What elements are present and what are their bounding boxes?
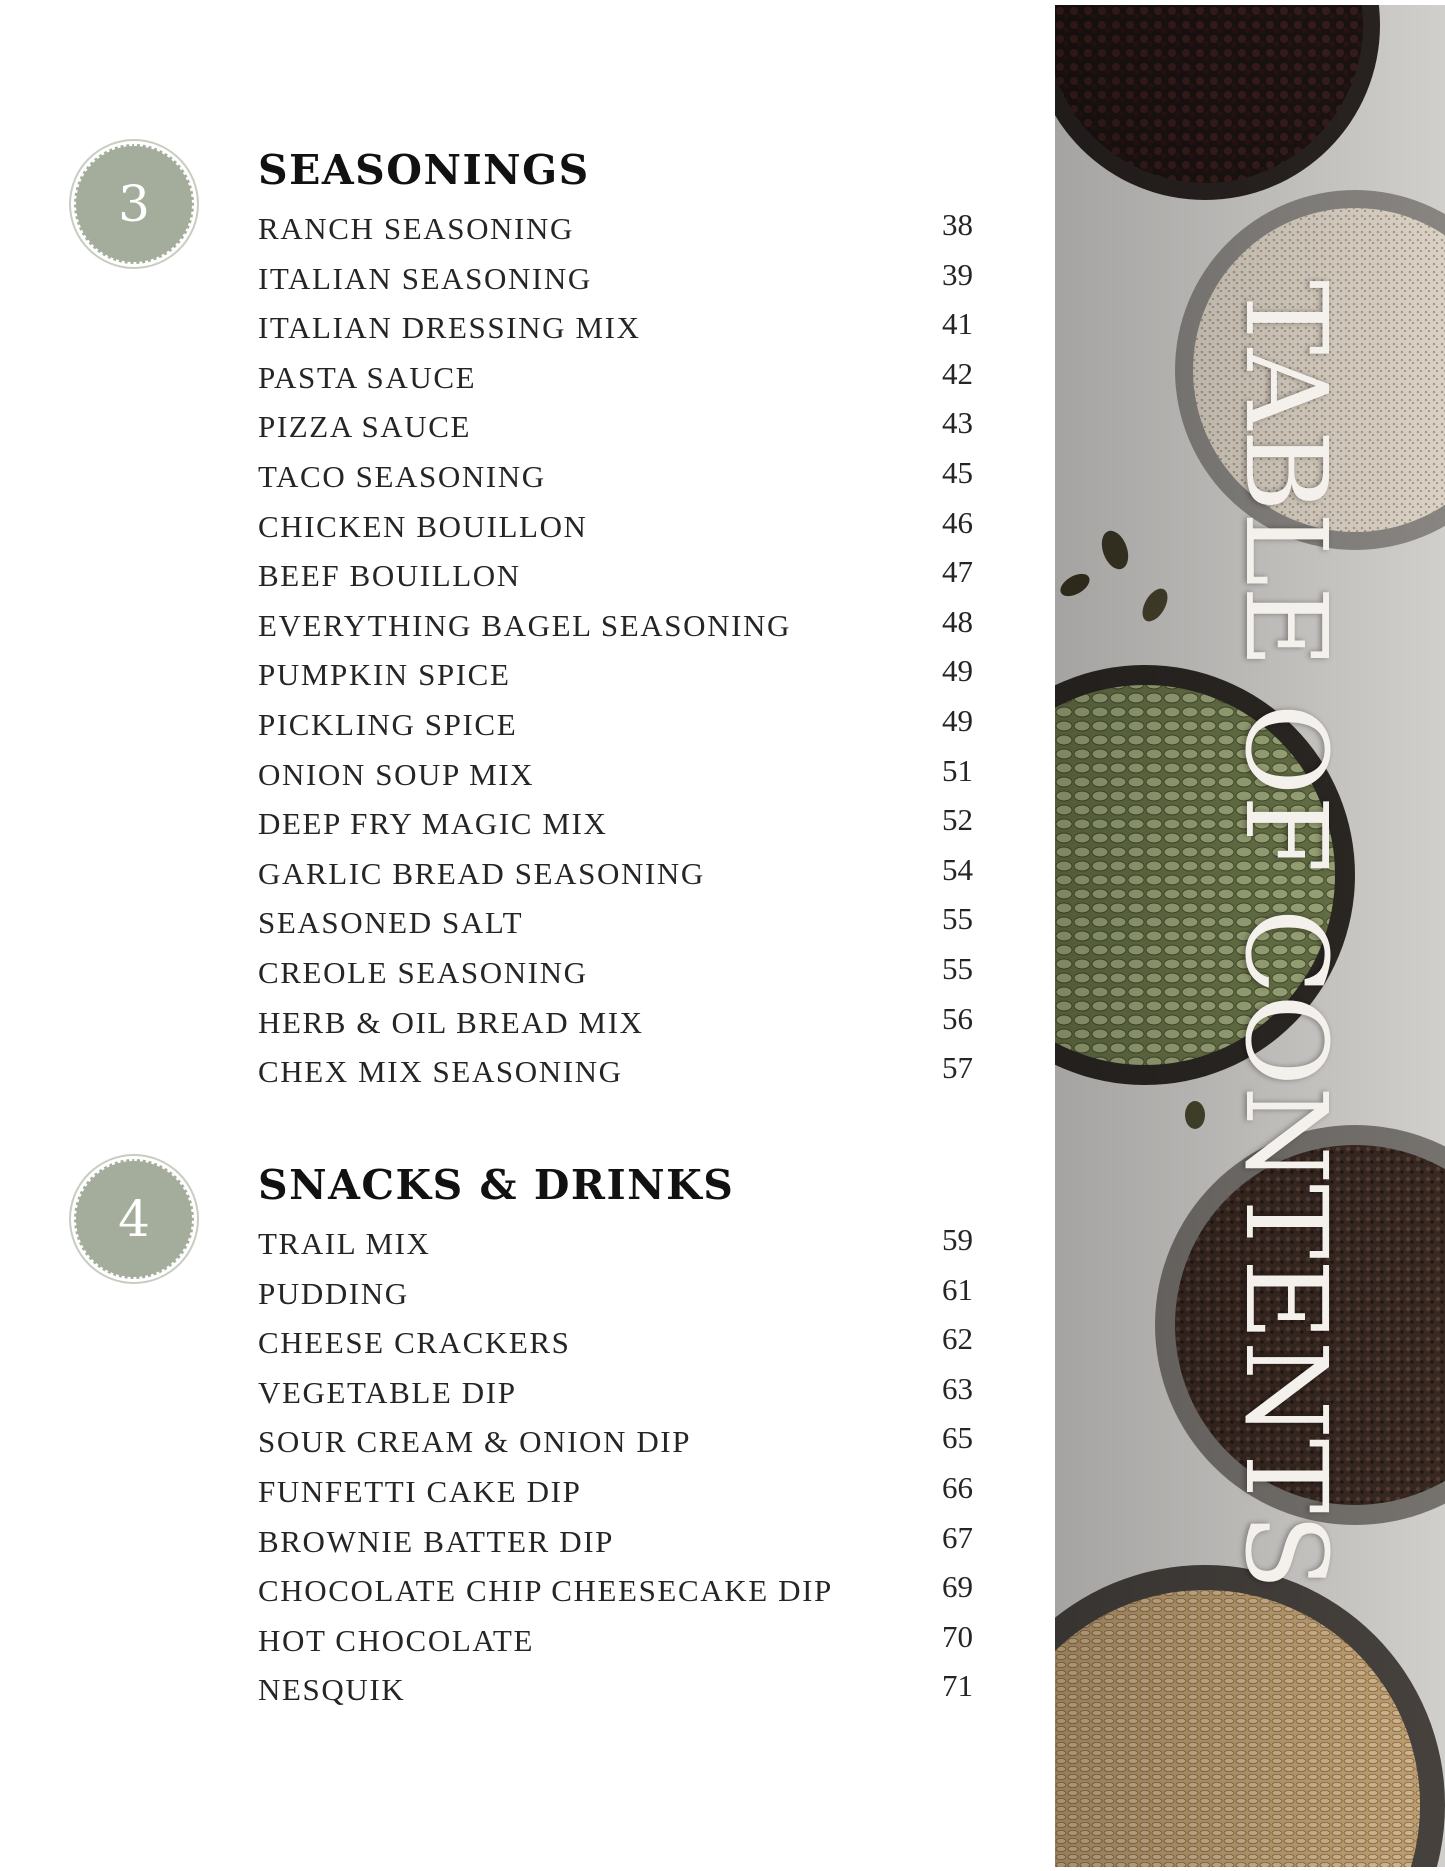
toc-entry-name: ITALIAN DRESSING MIX	[258, 310, 641, 346]
toc-entry	[258, 1265, 973, 1315]
section-number-badge	[74, 144, 194, 264]
toc-entry	[258, 795, 973, 845]
toc-entry-name: HERB & OIL BREAD MIX	[258, 1004, 644, 1040]
section-title: SNACKS & DRINKS	[258, 1161, 735, 1209]
toc-entry-page: 41	[942, 306, 973, 342]
toc-entry	[258, 1612, 973, 1662]
toc-entry-name: SOUR CREAM & ONION DIP	[258, 1424, 692, 1460]
section-number-badge	[74, 1159, 194, 1279]
toc-entry	[258, 1314, 973, 1364]
toc-entry-page: 49	[942, 653, 973, 689]
toc-entry-name: PICKLING SPICE	[258, 706, 518, 742]
toc-entry-page: 66	[942, 1469, 973, 1505]
toc-entry-page: 67	[942, 1519, 973, 1555]
toc-entry	[258, 299, 973, 349]
toc-entry-name: BEEF BOUILLON	[258, 558, 521, 594]
section-snacks-drinks	[258, 1155, 973, 1711]
section-seasonings	[258, 140, 973, 1093]
toc-entry-name: CHOCOLATE CHIP CHEESECAKE DIP	[258, 1573, 833, 1609]
toc-entry-name: VEGETABLE DIP	[258, 1374, 517, 1410]
toc-entry-page: 45	[942, 454, 973, 490]
toc-entry-page: 38	[942, 207, 973, 242]
toc-entry-name: CHEESE CRACKERS	[258, 1325, 571, 1361]
toc-entry	[258, 1661, 973, 1711]
toc-list	[258, 1215, 973, 1711]
toc-entry-page: 71	[942, 1668, 973, 1704]
section-number: 3	[118, 175, 150, 233]
toc-entry-name: DEEP FRY MAGIC MIX	[258, 806, 608, 842]
toc-entry-page: 65	[942, 1420, 973, 1456]
toc-entry	[258, 1463, 973, 1513]
toc-entry-name: PASTA SAUCE	[258, 359, 477, 395]
toc-entry-page: 70	[942, 1618, 973, 1654]
toc-entry-name: CREOLE SEASONING	[258, 954, 588, 990]
toc-entry	[258, 1364, 973, 1414]
toc-list	[258, 200, 973, 1093]
toc-entry-page: 59	[942, 1222, 973, 1257]
toc-entry-page: 56	[942, 1000, 973, 1036]
toc-entry	[258, 696, 973, 746]
section-number: 4	[118, 1190, 150, 1248]
toc-entry-name: RANCH SEASONING	[258, 211, 574, 246]
toc-entry-page: 55	[942, 950, 973, 986]
toc-entry	[258, 498, 973, 548]
toc-entry-name: CHICKEN BOUILLON	[258, 508, 588, 544]
toc-entry-page: 57	[942, 1050, 973, 1086]
toc-entry-name: SEASONED SALT	[258, 905, 524, 941]
toc-entry-page: 46	[942, 504, 973, 540]
toc-entry-page: 55	[942, 901, 973, 937]
toc-entry-name: TRAIL MIX	[258, 1226, 431, 1261]
toc-entry-name: ONION SOUP MIX	[258, 756, 535, 792]
toc-entry	[258, 547, 973, 597]
toc-entry-page: 39	[942, 256, 973, 292]
toc-entry-name: BROWNIE BATTER DIP	[258, 1523, 615, 1559]
table-of-contents-title: TABLE OF CONTENTS	[1220, 279, 1350, 1591]
toc-entry-page: 47	[942, 554, 973, 590]
toc-entry-page: 48	[942, 603, 973, 639]
toc-entry-page: 51	[942, 752, 973, 788]
toc-entry-page: 49	[942, 702, 973, 738]
toc-entry	[258, 1513, 973, 1563]
toc-entry	[258, 200, 973, 250]
toc-entry	[258, 994, 973, 1044]
toc-entry-page: 42	[942, 355, 973, 391]
section-title: SEASONINGS	[258, 146, 590, 194]
toc-entry	[258, 894, 973, 944]
toc-entry-name: NESQUIK	[258, 1672, 406, 1708]
toc-entry	[258, 845, 973, 895]
toc-entry	[258, 597, 973, 647]
toc-entry	[258, 646, 973, 696]
toc-entry-name: EVERYTHING BAGEL SEASONING	[258, 607, 791, 643]
toc-entry	[258, 1413, 973, 1463]
toc-entry	[258, 398, 973, 448]
toc-entry	[258, 746, 973, 796]
toc-entry-name: PIZZA SAUCE	[258, 409, 472, 445]
toc-entry-name: FUNFETTI CAKE DIP	[258, 1473, 582, 1509]
toc-entry	[258, 1043, 973, 1093]
toc-entry-name: CHEX MIX SEASONING	[258, 1054, 623, 1090]
toc-entry	[258, 250, 973, 300]
toc-entry	[258, 448, 973, 498]
toc-entry-name: HOT CHOCOLATE	[258, 1622, 534, 1658]
toc-entry-page: 61	[942, 1271, 973, 1307]
toc-entry-page: 69	[942, 1569, 973, 1605]
toc-entry-name: PUMPKIN SPICE	[258, 657, 511, 693]
toc-entry	[258, 1215, 973, 1265]
toc-entry-page: 54	[942, 851, 973, 887]
toc-entry	[258, 944, 973, 994]
toc-entry-page: 52	[942, 802, 973, 838]
toc-entry-name: ITALIAN SEASONING	[258, 260, 592, 296]
toc-entry-name: GARLIC BREAD SEASONING	[258, 855, 705, 891]
toc-entry-page: 62	[942, 1321, 973, 1357]
toc-entry-page: 63	[942, 1370, 973, 1406]
toc-entry	[258, 349, 973, 399]
toc-entry	[258, 1562, 973, 1612]
toc-entry-page: 43	[942, 405, 973, 441]
toc-entry-name: TACO SEASONING	[258, 458, 546, 494]
toc-entry-name: PUDDING	[258, 1275, 409, 1311]
